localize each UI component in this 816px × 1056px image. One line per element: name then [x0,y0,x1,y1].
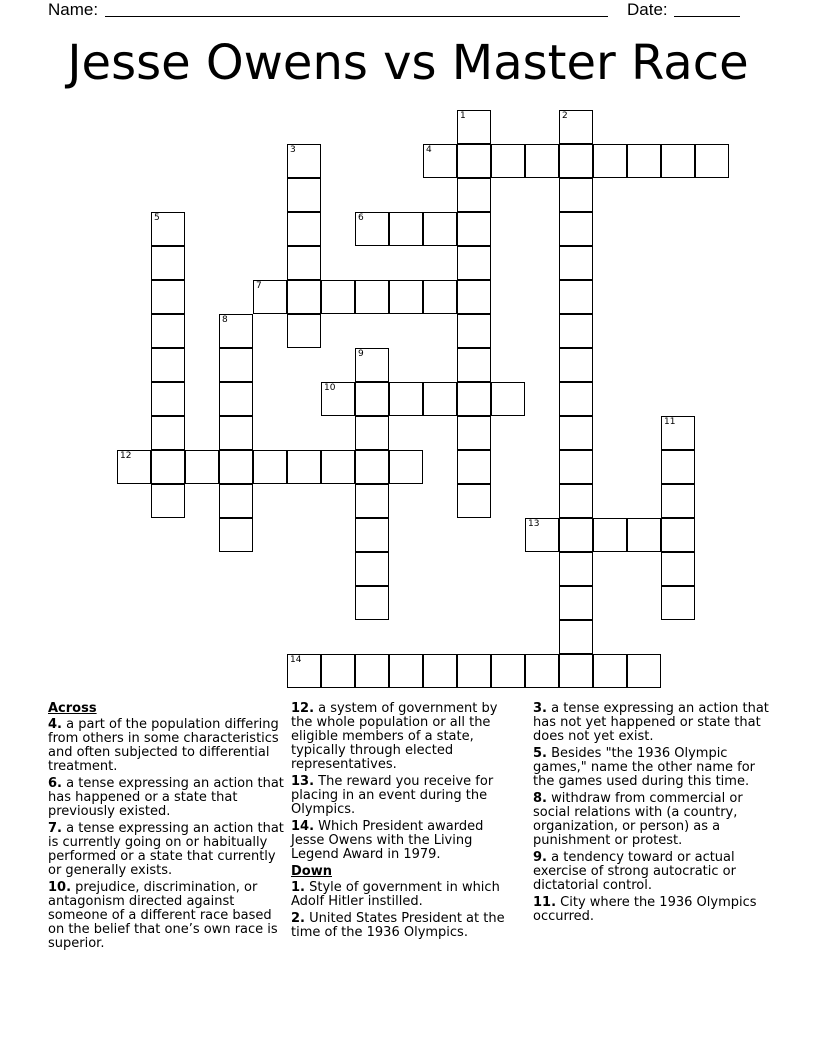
cell-number: 9 [358,349,364,359]
crossword-cell[interactable] [423,382,457,416]
clue-text: a tense expressing an action that has not yet happened or state that does not yet exist. [533,701,769,744]
cell-number: 14 [290,655,302,665]
crossword-cell[interactable] [151,348,185,382]
crossword-cell[interactable] [151,280,185,314]
crossword-cell[interactable] [661,552,695,586]
crossword-cell[interactable] [525,654,559,688]
crossword-cell[interactable] [355,382,389,416]
crossword-cell[interactable] [253,450,287,484]
cell-number: 13 [528,519,540,529]
crossword-cell[interactable] [219,348,253,382]
crossword-cell[interactable] [355,450,389,484]
crossword-cell[interactable] [627,654,661,688]
crossword-cell[interactable] [525,144,559,178]
crossword-cell[interactable] [695,144,729,178]
crossword-cell[interactable] [151,484,185,518]
crossword-cell[interactable] [457,484,491,518]
clues-column-3 [533,702,769,927]
crossword-cell[interactable] [423,212,457,246]
clue-down-1 [291,881,511,909]
clue-number: 11. [533,895,557,910]
clue-down-8 [533,792,769,848]
crossword-cell[interactable] [389,654,423,688]
clue-text: a tense expressing an action that has happened or a state that previously existed. [48,776,284,819]
crossword-cell[interactable] [287,246,321,280]
crossword-cell[interactable] [151,246,185,280]
crossword-cell[interactable] [389,280,423,314]
clue-across-12 [291,702,511,772]
crossword-cell[interactable] [559,382,593,416]
clue-number: 3. [533,701,547,716]
crossword-cell[interactable] [457,144,491,178]
crossword-cell[interactable] [661,484,695,518]
crossword-cell[interactable] [559,110,593,144]
clue-number: 5. [533,746,547,761]
clue-number: 7. [48,821,62,836]
crossword-cell[interactable] [491,382,525,416]
crossword-cell[interactable] [661,144,695,178]
cell-number: 1 [460,111,466,121]
crossword-cell[interactable] [219,518,253,552]
crossword-cell[interactable] [457,382,491,416]
clue-across-4 [48,718,284,774]
cell-number: 12 [120,451,132,461]
crossword-cell[interactable] [457,654,491,688]
crossword-cell[interactable] [253,280,287,314]
crossword-cell[interactable] [287,450,321,484]
crossword-cell[interactable] [661,416,695,450]
crossword-cell[interactable] [389,212,423,246]
crossword-cell[interactable] [321,450,355,484]
crossword-cell[interactable] [423,280,457,314]
clue-number: 13. [291,774,315,789]
crossword-cell[interactable] [151,450,185,484]
clue-across-13 [291,775,511,817]
name-label: Name: [48,0,99,19]
crossword-cell[interactable] [593,144,627,178]
crossword-cell[interactable] [389,382,423,416]
cell-number: 3 [290,145,296,155]
clue-number: 9. [533,850,547,865]
crossword-cell[interactable] [355,416,389,450]
crossword-cell[interactable] [559,280,593,314]
clue-text: a tense expressing an action that is currently going on or habitually performed or a state that currently or generally exists. [48,821,284,878]
crossword-cell[interactable] [559,178,593,212]
crossword-cell[interactable] [219,382,253,416]
crossword-cell[interactable] [457,450,491,484]
crossword-cell[interactable] [457,110,491,144]
clue-number: 8. [533,791,547,806]
crossword-cell[interactable] [287,654,321,688]
clue-text: a part of the population differing from others in some characteristics and often subjected to differential treatment. [48,717,279,774]
crossword-cell[interactable] [355,586,389,620]
crossword-cell[interactable] [151,212,185,246]
clue-number: 1. [291,880,305,895]
cell-number: 10 [324,383,336,393]
crossword-cell[interactable] [287,178,321,212]
clue-number: 2. [291,911,305,926]
crossword-cell[interactable] [321,654,355,688]
crossword-cell[interactable] [389,450,423,484]
crossword-cell[interactable] [457,212,491,246]
crossword-cell[interactable] [593,654,627,688]
clue-text: a tendency toward or actual exercise of strong autocratic or dictatorial control. [533,850,736,893]
crossword-cell[interactable] [559,620,593,654]
crossword-cell[interactable] [559,552,593,586]
cell-number: 5 [154,213,160,223]
cell-number: 2 [562,111,568,121]
crossword-cell[interactable] [525,518,559,552]
crossword-cell[interactable] [355,518,389,552]
crossword-cell[interactable] [559,518,593,552]
date-label: Date: [627,0,668,19]
clue-down-3 [533,702,769,744]
crossword-cell[interactable] [355,348,389,382]
clue-text: a system of government by the whole population or all the eligible members of a state, typically through elected representatives. [291,701,498,772]
cell-number: 6 [358,213,364,223]
crossword-cell[interactable] [355,654,389,688]
clue-text: The reward you receive for placing in an event during the Olympics. [291,774,494,817]
crossword-cell[interactable] [457,314,491,348]
crossword-cell[interactable] [559,484,593,518]
clue-down-2 [291,912,511,940]
crossword-cell[interactable] [559,654,593,688]
crossword-cell[interactable] [559,314,593,348]
crossword-cell[interactable] [117,450,151,484]
clue-text: withdraw from commercial or social relations with (a country, organization, or person) as a punishment or protest. [533,791,743,848]
clue-down-9 [533,851,769,893]
clue-text: City where the 1936 Olympics occurred. [533,895,757,924]
across-heading: Across [48,701,97,716]
crossword-cell[interactable] [559,144,593,178]
crossword-cell[interactable] [559,348,593,382]
crossword-cell[interactable] [627,144,661,178]
crossword-cell[interactable] [559,416,593,450]
crossword-cell[interactable] [219,450,253,484]
clue-down-11 [533,896,769,924]
clue-text: United States President at the time of the 1936 Olympics. [291,911,505,940]
crossword-cell[interactable] [321,382,355,416]
crossword-cell[interactable] [559,450,593,484]
clue-text: prejudice, discrimination, or antagonism directed against someone of a different race based on the belief that one’s own race is superior. [48,880,278,951]
clue-number: 6. [48,776,62,791]
clue-number: 4. [48,717,62,732]
crossword-cell[interactable] [287,212,321,246]
crossword-cell[interactable] [219,314,253,348]
crossword-cell[interactable] [627,518,661,552]
crossword-cell[interactable] [151,382,185,416]
crossword-cell[interactable] [559,246,593,280]
clues-column-2 [291,702,511,943]
clue-across-7 [48,822,284,878]
crossword-cell[interactable] [559,586,593,620]
crossword-cell[interactable] [661,450,695,484]
crossword-cell[interactable] [287,280,321,314]
clue-number: 10. [48,880,72,895]
crossword-cell[interactable] [355,552,389,586]
crossword-cell[interactable] [661,586,695,620]
crossword-cell[interactable] [355,484,389,518]
crossword-cell[interactable] [457,178,491,212]
crossword-cell[interactable] [457,246,491,280]
cell-number: 7 [256,281,262,291]
crossword-cell[interactable] [491,144,525,178]
crossword-cell[interactable] [661,518,695,552]
clue-text: Which President awarded Jesse Owens with the Living Legend Award in 1979. [291,819,484,862]
page-title: Jesse Owens vs Master Race [67,35,749,91]
clues-column-1 [48,702,284,954]
crossword-cell[interactable] [457,280,491,314]
crossword-cell[interactable] [219,416,253,450]
crossword-cell[interactable] [423,144,457,178]
crossword-cell[interactable] [355,280,389,314]
crossword-cell[interactable] [593,518,627,552]
crossword-cell[interactable] [219,484,253,518]
crossword-cell[interactable] [321,280,355,314]
clue-across-6 [48,777,284,819]
crossword-cell[interactable] [491,654,525,688]
clue-number: 12. [291,701,315,716]
crossword-cell[interactable] [287,144,321,178]
crossword-cell[interactable] [355,212,389,246]
clue-text: Style of government in which Adolf Hitler instilled. [291,880,500,909]
clue-across-14 [291,820,511,862]
crossword-cell[interactable] [457,348,491,382]
crossword-cell[interactable] [185,450,219,484]
crossword-cell[interactable] [151,416,185,450]
clue-text: Besides "the 1936 Olympic games," name the other name for the games used during this time. [533,746,756,789]
cell-number: 4 [426,145,432,155]
clue-down-5 [533,747,769,789]
crossword-cell[interactable] [457,416,491,450]
cell-number: 8 [222,315,228,325]
cell-number: 11 [664,417,676,427]
crossword-cell[interactable] [423,654,457,688]
down-heading: Down [291,864,332,879]
crossword-cell[interactable] [287,314,321,348]
crossword-cell[interactable] [559,212,593,246]
clue-number: 14. [291,819,315,834]
crossword-cell[interactable] [151,314,185,348]
clue-across-10 [48,881,284,951]
